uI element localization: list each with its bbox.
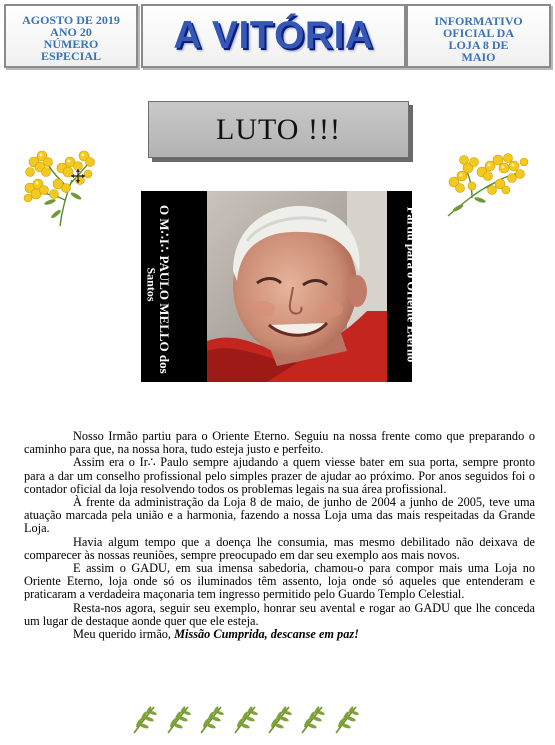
publisher-line-1: INFORMATIVO [434,14,523,28]
issue-date: AGOSTO DE 2019 [22,13,120,27]
publisher-info-box [406,4,551,68]
memorial-surname-caption: Santos [144,267,159,302]
masthead-title: A VITÓRIA [173,14,374,57]
mourning-banner-text: LUTO !!! [216,112,341,146]
masthead-box [141,4,406,68]
memorial-subtitle-caption: Partiu para o Oriente Eterno [404,206,419,363]
article-body [24,430,535,641]
acacia-sprig-icon [231,703,259,735]
acacia-sprig-icon [197,703,225,735]
issue-number-label: NÚMERO [43,37,99,51]
move-cursor-icon [70,168,86,184]
mourning-banner [148,101,409,158]
acacia-sprig-icon [298,703,326,735]
memorial-name-caption: O M∴I∴ PAULO MELLO dos [157,205,172,374]
article-paragraph: E assim o GADU, em sua imensa sabedoria, chamou-o para compor mais uma Loja no Oriente Eterno, loja onde só os iluminados têm assento, loja onde só aqueles que entenderam e praticaram a verdadeira maçonaria tem ingresso permitido pelo Guardo Templo Celestial. [24,561,535,602]
article-paragraph: Assim era o Ir∴ Paulo sempre ajudando a quem viesse bater em sua porta, sempre pronto para a dar um conselho profissional pelo simples prazer de ajudar ao próximo. Por anos seguidos foi o contador oficial da loja resolvendo todos os problemas legais na sua área profissional. [24,455,535,496]
publisher-line-4: MAIO [461,50,496,64]
article-paragraph: Nosso Irmão partiu para o Oriente Eterno. Seguiu na nossa frente como que preparando o caminho para que, na nossa hora, tudo esteja justo e perfeito. [24,429,535,457]
acacia-sprig-icon [130,703,158,735]
closing-text: Meu querido irmão, [73,627,175,642]
portrait-photo [207,191,387,382]
mimosa-flower-left-icon [20,140,100,228]
mimosa-flower-right-icon [442,146,532,218]
article-paragraph: Resta-nos agora, seguir seu exemplo, honrar seu avental e rogar ao GADU que lhe conceda um lugar de destaque aonde quer que ele esteja. [24,600,535,628]
publisher-line-2: OFICIAL DA [442,26,514,40]
article-closing [24,628,535,641]
article-paragraph: Havia algum tempo que a doença lhe consumia, mas mesmo debilitado não deixava de comparecer às nossas reuniões, sempre preocupado em dar seu exemplo aos mais novos. [24,534,535,562]
acacia-sprig-icon [332,703,360,735]
issue-year: ANO 20 [50,25,92,39]
issue-special-label: ESPECIAL [40,49,102,63]
acacia-sprig-icon [164,703,192,735]
article-paragraph: À frente da administração da Loja 8 de maio, de junho de 2004 a junho de 2005, teve uma atuação marcada pela união e a harmonia, fazendo a nossa Loja uma das mais respeitadas da Grande Loja. [24,495,535,536]
publisher-line-3: LOJA 8 DE [448,38,509,52]
footer-ornament-row [130,703,360,737]
issue-info-box [4,4,138,68]
memorial-photo-frame [141,191,419,382]
acacia-sprig-icon [265,703,293,735]
closing-emphasis: Missão Cumprida, descanse em paz! [174,627,359,642]
